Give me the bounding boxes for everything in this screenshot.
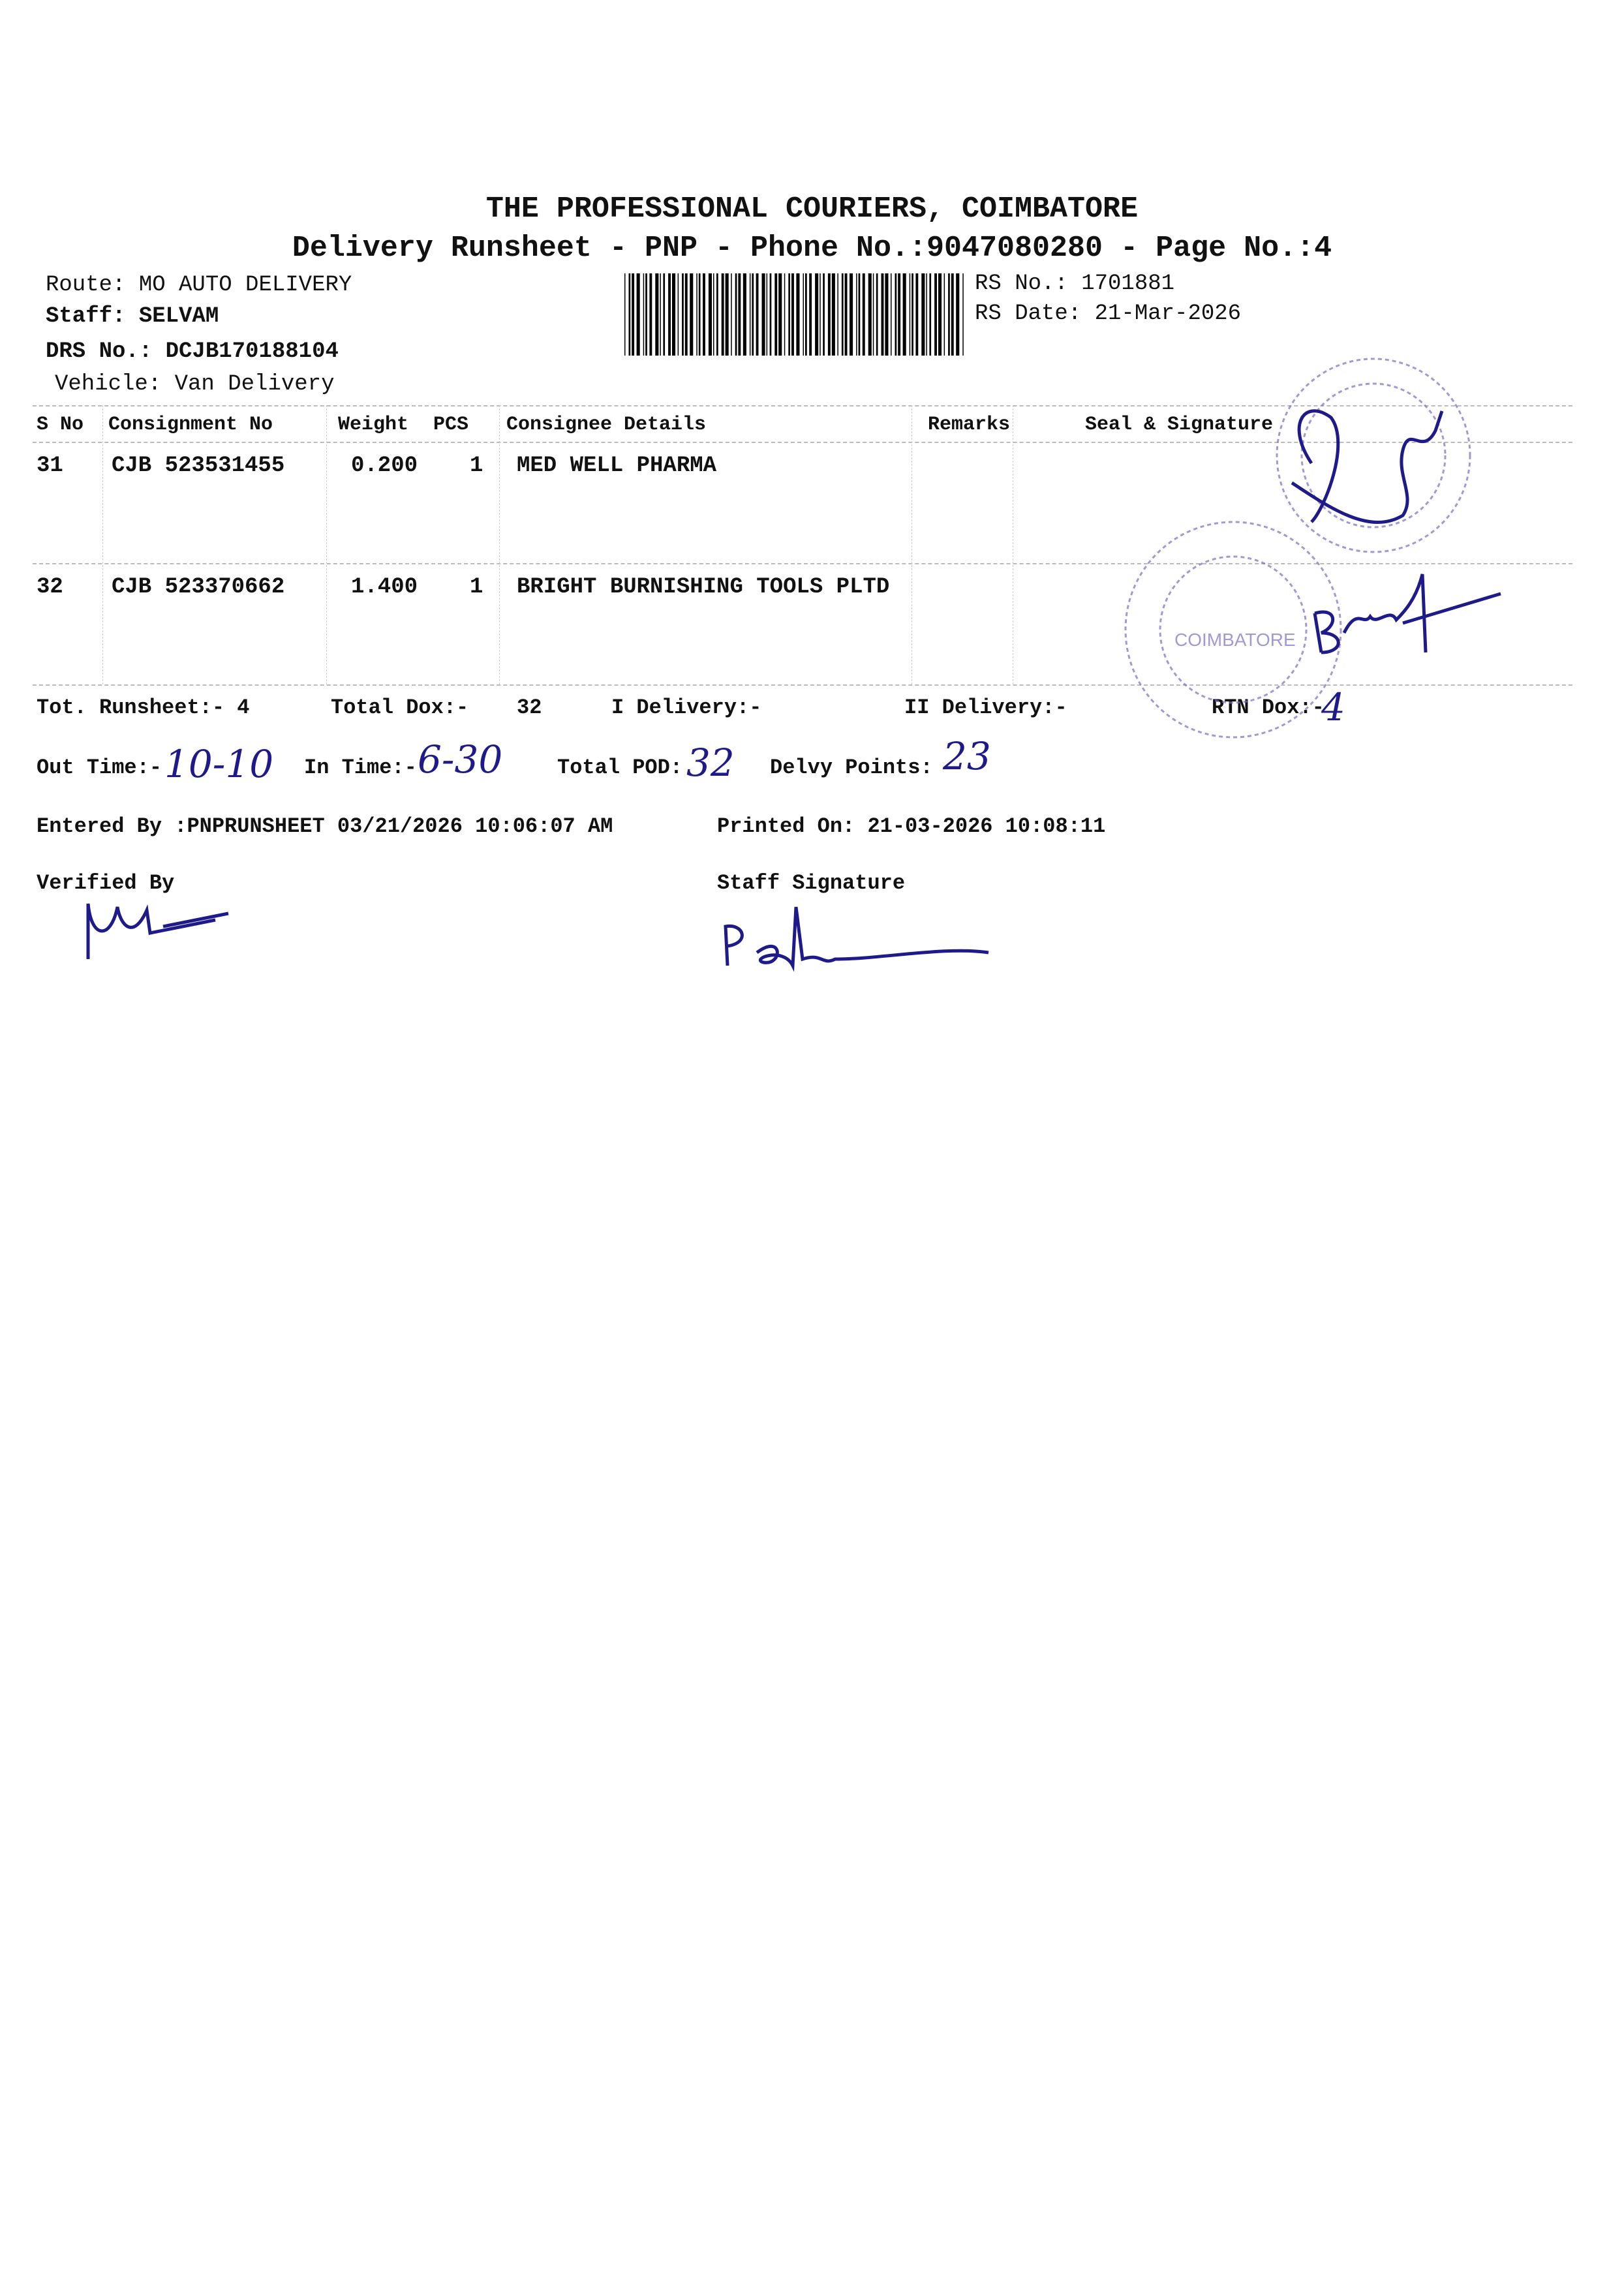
runsheet-subtitle: Delivery Runsheet - PNP - Phone No.:9047080280 - Page No.:4 (292, 232, 1332, 265)
row-weight: 0.200 (351, 453, 418, 478)
route: Route: MO AUTO DELIVERY (46, 273, 352, 298)
row-consignee: MED WELL PHARMA (517, 453, 717, 478)
col-weight: Weight (338, 414, 409, 436)
col-seal-signature: Seal & Signature (1085, 414, 1274, 436)
rtn-dox-label: RTN Dox:- (1212, 696, 1325, 720)
total-pod-handwritten: 32 (686, 741, 735, 785)
delvy-points-label: Delvy Points: (770, 756, 933, 780)
row-pcs: 1 (470, 575, 483, 600)
total-dox-value: 32 (517, 696, 542, 720)
printed-on: Printed On: 21-03-2026 10:08:11 (717, 814, 1106, 838)
col-remarks: Remarks (928, 414, 1011, 436)
row-consignment: CJB 523531455 (112, 453, 285, 478)
receiver-signature-1 (1292, 411, 1442, 523)
total-pod-label: Total POD: (557, 756, 683, 780)
entered-by: Entered By :PNPRUNSHEET 03/21/2026 10:06:07 AM (37, 814, 613, 838)
delvy-points-handwritten: 23 (943, 734, 991, 778)
staff: Staff: SELVAM (46, 304, 219, 329)
company-stamp-2 (1126, 522, 1341, 737)
col-pcs: PCS (433, 414, 469, 436)
in-time-handwritten: 6-30 (418, 737, 503, 782)
rs-number: RS No.: 1701881 (975, 271, 1175, 296)
staff-signature-label: Staff Signature (717, 871, 906, 895)
out-time-label: Out Time:- (37, 756, 162, 780)
in-time-label: In Time:- (304, 756, 417, 780)
row-pcs: 1 (470, 453, 483, 478)
row-weight: 1.400 (351, 575, 418, 600)
rs-date: RS Date: 21-Mar-2026 (975, 301, 1242, 326)
row-consignee: BRIGHT BURNISHING TOOLS PLTD (517, 575, 890, 600)
verifier-signature (88, 904, 228, 959)
ii-delivery: II Delivery:- (904, 696, 1067, 720)
vehicle: Vehicle: Van Delivery (55, 372, 335, 397)
tot-runsheet: Tot. Runsheet:- 4 (37, 696, 250, 720)
rtn-dox-handwritten: 4 (1321, 685, 1345, 729)
row-consignment: CJB 523370662 (112, 575, 285, 600)
col-consignment: Consignment No (108, 414, 273, 436)
total-dox-label: Total Dox:- (331, 696, 469, 720)
col-sno: S No (37, 414, 84, 436)
col-consignee: Consignee Details (506, 414, 707, 436)
verified-by-label: Verified By (37, 871, 175, 895)
i-delivery: I Delivery:- (611, 696, 762, 720)
row-sno: 32 (37, 575, 63, 600)
out-time-handwritten: 10-10 (164, 742, 274, 786)
svg-text:COIMBATORE: COIMBATORE (1174, 630, 1296, 650)
row-sno: 31 (37, 453, 63, 478)
company-title: THE PROFESSIONAL COURIERS, COIMBATORE (485, 192, 1139, 226)
receiver-signature-2 (1315, 574, 1501, 652)
staff-signature (726, 907, 988, 966)
drs-number: DRS No.: DCJB170188104 (46, 339, 339, 364)
